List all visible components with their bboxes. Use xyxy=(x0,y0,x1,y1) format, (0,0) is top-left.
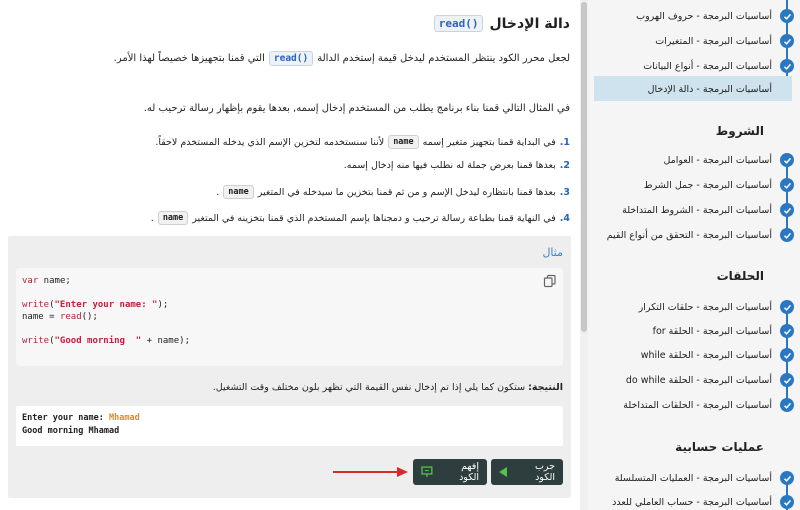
sidebar-item-label: أساسيات البرمجة - الحلقة while xyxy=(640,349,772,361)
code-function: read xyxy=(59,312,82,322)
step-text-after: لأننا سنستخدمه لتخزين الإسم الذي يدخله المستخدم لاحقاً. xyxy=(155,136,385,148)
sidebar-item-label: أساسيات البرمجة - حروف الهروب xyxy=(636,10,772,22)
step-number: 3. xyxy=(559,186,570,198)
sidebar-item[interactable] xyxy=(588,466,800,490)
sidebar-item-label: أساسيات البرمجة - المتغيرات xyxy=(655,35,772,47)
sidebar-item-label: أساسيات البرمجة - العمليات المتسلسلة xyxy=(614,472,772,484)
sidebar-item[interactable] xyxy=(588,343,800,367)
check-icon xyxy=(780,348,794,362)
sidebar-item-label: أساسيات البرمجة - الحلقة do while xyxy=(625,374,772,386)
step-number: 2. xyxy=(559,160,570,171)
understand-code-label: إفهم الكود xyxy=(459,461,479,483)
check-icon xyxy=(780,495,794,509)
output-block xyxy=(16,406,563,446)
result-label: النتيجة: xyxy=(528,382,563,393)
code-string: "Good morning " xyxy=(54,336,142,346)
sidebar-item-label: أساسيات البرمجة - حساب العاملي للعدد xyxy=(612,496,772,508)
sidebar-item-label: أساسيات البرمجة - حلقات التكرار xyxy=(638,301,772,313)
step-number: 1. xyxy=(559,136,570,148)
try-code-label: جرب الكود xyxy=(534,461,555,483)
arrow-annotation-icon xyxy=(333,466,408,478)
step-text: بعدها قمنا بعرض جملة له نطلب فيها منه إدخال إسمه. xyxy=(343,160,556,171)
step-code: name xyxy=(388,135,418,149)
step-text-after: . xyxy=(216,186,220,198)
sidebar-item[interactable] xyxy=(588,173,800,197)
check-icon xyxy=(780,471,794,485)
code-keyword: var xyxy=(22,276,39,286)
code-text: ( xyxy=(49,300,55,310)
sidebar xyxy=(588,0,800,510)
step-code: name xyxy=(158,211,188,225)
result-text: ستكون كما يلي إذا تم إدخال نفس القيمة التي تظهر بلون مختلف وقت التشغيل. xyxy=(212,382,526,393)
output-user-input: Mhamad xyxy=(109,413,140,423)
sidebar-item-label: أساسيات البرمجة - جمل الشرط xyxy=(643,179,772,191)
sidebar-item-label: أساسيات البرمجة - أنواع البيانات xyxy=(643,60,772,72)
code-text: ); xyxy=(157,300,169,310)
sidebar-item-label: أساسيات البرمجة - الشروط المتداخلة xyxy=(622,204,772,216)
sidebar-item[interactable] xyxy=(588,295,800,319)
sidebar-item-label: أساسيات البرمجة - الحلقات المتداخلة xyxy=(623,399,772,411)
sidebar-item[interactable] xyxy=(588,54,800,78)
check-icon xyxy=(780,153,794,167)
check-icon xyxy=(780,34,794,48)
sidebar-item-label: أساسيات البرمجة - العوامل xyxy=(663,154,772,166)
step-text: في النهاية قمنا بطباعة رسالة ترحيب و دمجناها بإسم المستخدم الذي قمنا بتخزينه في المتغير xyxy=(192,212,556,224)
sidebar-item[interactable] xyxy=(588,198,800,222)
understand-code-button[interactable] xyxy=(413,459,487,485)
sidebar-item-label: أساسيات البرمجة - دالة الإدخال xyxy=(647,83,772,95)
output-line: Good morning Mhamad xyxy=(22,426,120,436)
example-intro: في المثال التالي قمنا بناء برنامج يطلب من المستخدم إدخال إسمه, بعدها يقوم بإظهار رسالة ترحيب له. xyxy=(143,103,570,114)
section-title-math: عمليات حسابية xyxy=(675,440,764,454)
check-icon xyxy=(780,9,794,23)
check-icon xyxy=(780,398,794,412)
copy-icon[interactable] xyxy=(543,274,557,288)
check-icon xyxy=(780,373,794,387)
intro-text-before: لجعل محرر الكود ينتظر المستخدم ليدخل قيمة إستخدم الدالة xyxy=(317,53,570,64)
title-code: read() xyxy=(434,15,484,32)
sidebar-item-label: أساسيات البرمجة - التحقق من أنواع القيم xyxy=(606,229,772,241)
sidebar-item[interactable] xyxy=(588,368,800,392)
intro-code: read() xyxy=(269,51,313,66)
step-4 xyxy=(151,211,570,225)
sidebar-item[interactable] xyxy=(588,148,800,172)
step-text: بعدها قمنا بانتظاره ليدخل الإسم و من ثم قمنا بتخزين ما سيدخله في المتغير xyxy=(257,186,556,198)
play-icon xyxy=(499,467,507,477)
output-prompt: Enter your name: xyxy=(22,413,109,423)
step-text-after: . xyxy=(150,212,154,224)
sidebar-item-label: أساسيات البرمجة - الحلقة for xyxy=(652,325,772,337)
sidebar-item-active[interactable] xyxy=(588,77,800,101)
step-1 xyxy=(155,135,570,149)
example-panel xyxy=(8,236,571,498)
check-icon xyxy=(780,300,794,314)
main-scrollbar[interactable] xyxy=(580,0,588,510)
section-title-loops: الحلقات xyxy=(716,269,764,283)
check-icon xyxy=(780,178,794,192)
check-icon xyxy=(780,228,794,242)
step-text: في البداية قمنا بتجهيز متغير إسمه xyxy=(422,136,556,148)
step-number: 4. xyxy=(559,212,570,224)
lesson-title-text: دالة الإدخال xyxy=(489,15,570,32)
example-label: مثال xyxy=(542,246,563,259)
check-icon xyxy=(780,59,794,73)
try-code-button[interactable] xyxy=(491,459,563,485)
code-text: name = xyxy=(22,312,60,322)
code-text: name; xyxy=(38,276,71,286)
check-icon xyxy=(780,203,794,217)
code-block[interactable] xyxy=(16,268,563,366)
result-description xyxy=(213,382,563,393)
sidebar-item[interactable] xyxy=(588,393,800,417)
code-text: (); xyxy=(81,312,98,322)
step-code: name xyxy=(223,185,253,199)
presentation-icon xyxy=(421,466,433,478)
sidebar-item[interactable] xyxy=(588,319,800,343)
code-text: + name); xyxy=(141,336,190,346)
lesson-title xyxy=(434,15,570,32)
code-function: write xyxy=(22,336,50,346)
sidebar-item[interactable] xyxy=(588,490,800,510)
sidebar-item[interactable] xyxy=(588,29,800,53)
code-string: "Enter your name: " xyxy=(54,300,158,310)
sidebar-item[interactable] xyxy=(588,4,800,28)
scrollbar-thumb[interactable] xyxy=(581,2,587,332)
intro-paragraph xyxy=(114,51,570,66)
check-icon xyxy=(780,324,794,338)
sidebar-item[interactable] xyxy=(588,223,800,247)
code-function: write xyxy=(22,300,50,310)
step-2 xyxy=(344,160,570,171)
section-title-conditions: الشروط xyxy=(715,124,764,138)
intro-text-after: التي قمنا بتجهيزها خصيصاً لهذا الأمر. xyxy=(113,53,265,64)
code-text: ( xyxy=(49,336,55,346)
step-3 xyxy=(216,185,570,199)
